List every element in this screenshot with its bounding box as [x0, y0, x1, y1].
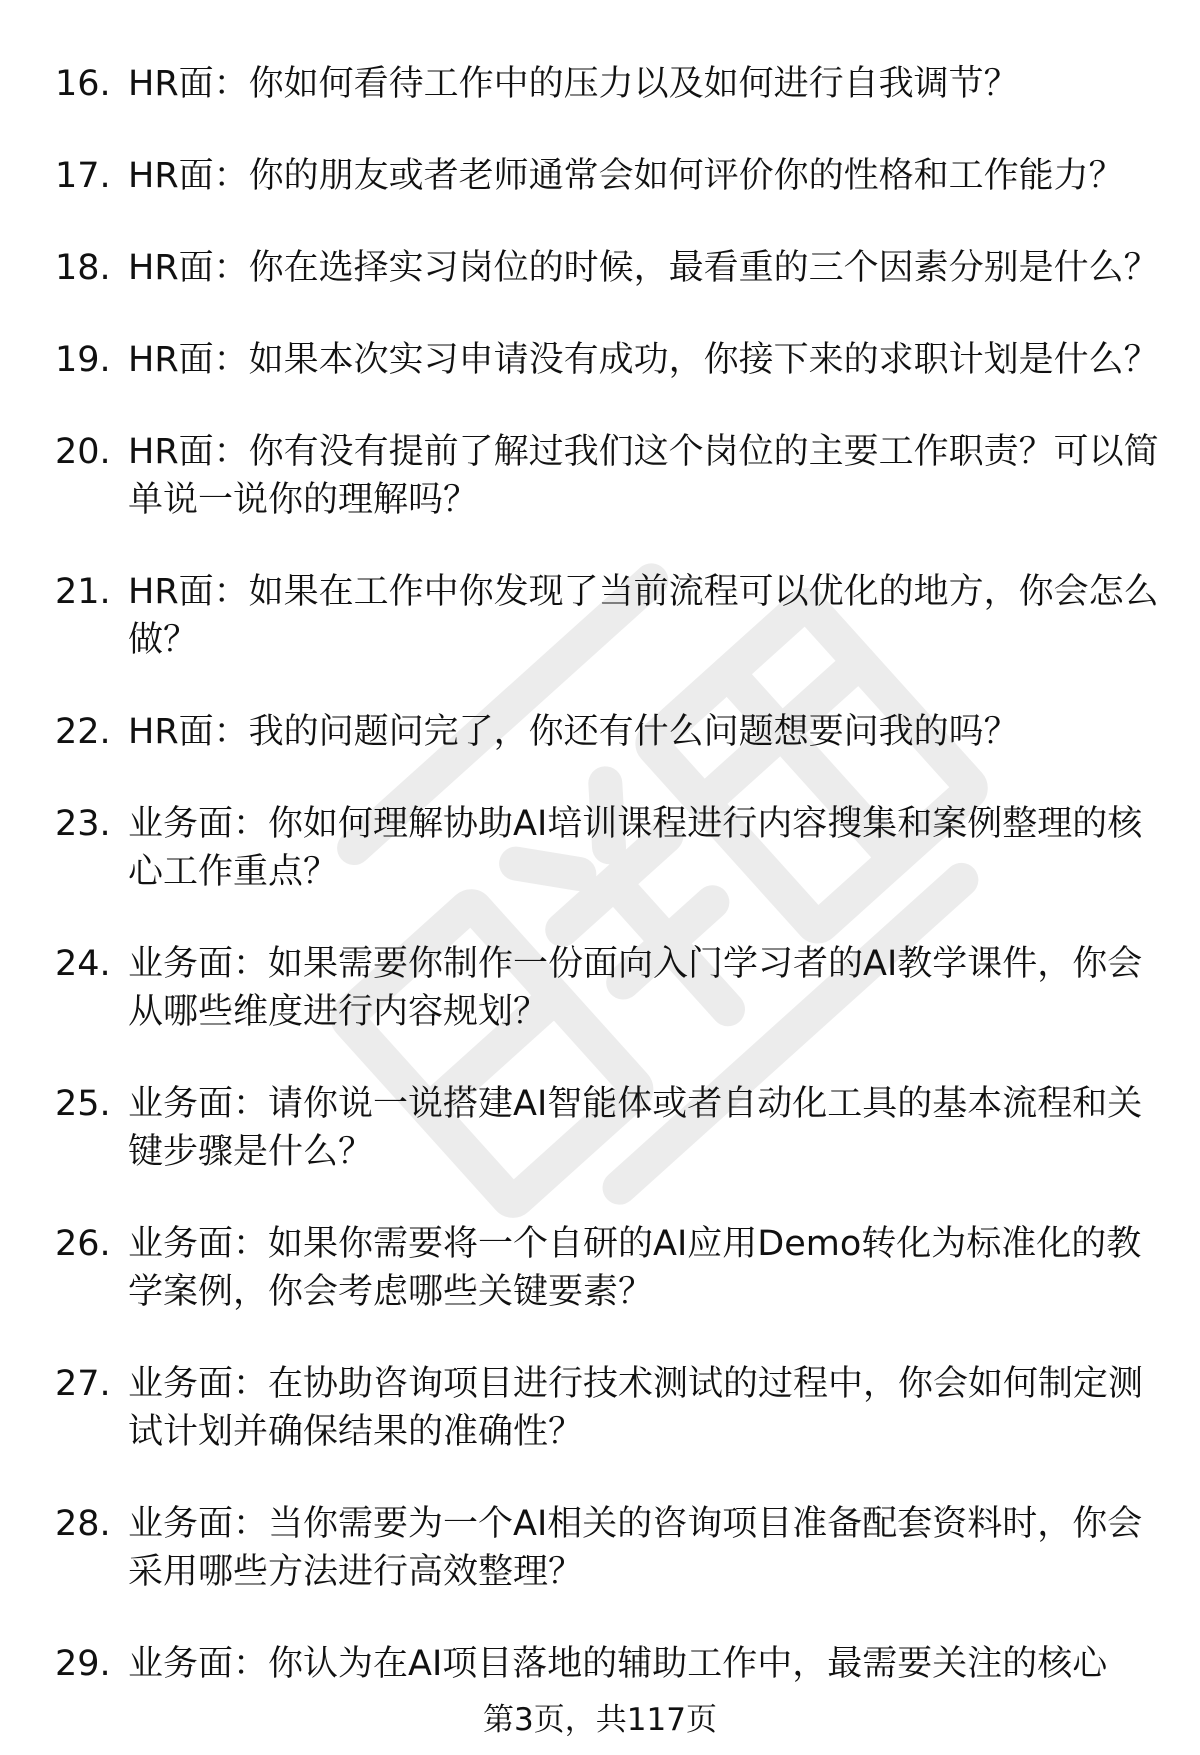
question-text: 业务面：当你需要为一个AI相关的咨询项目准备配套资料时，你会采用哪些方法进行高效整理？: [128, 1504, 1143, 1592]
list-item: [55, 1640, 1162, 1688]
list-item: [55, 800, 1162, 896]
question-number: 27.: [55, 1364, 111, 1404]
question-text: HR面：你的朋友或者老师通常会如何评价你的性格和工作能力？: [128, 156, 1124, 196]
question-number: 23.: [55, 804, 111, 844]
question-text: 业务面：请你说一说搭建AI智能体或者自动化工具的基本流程和关键步骤是什么？: [128, 1084, 1143, 1172]
question-number: 19.: [55, 340, 111, 380]
question-list: [55, 60, 1162, 1688]
question-number: 29.: [55, 1644, 111, 1684]
list-item: [55, 708, 1162, 756]
question-text: HR面：你有没有提前了解过我们这个岗位的主要工作职责？可以简单说一说你的理解吗？: [128, 432, 1159, 520]
question-number: 22.: [55, 712, 111, 752]
list-item: [55, 1500, 1162, 1596]
question-number: 24.: [55, 944, 111, 984]
question-text: 业务面：如果需要你制作一份面向入门学习者的AI教学课件，你会从哪些维度进行内容规划？: [128, 944, 1143, 1032]
question-text: HR面：你如何看待工作中的压力以及如何进行自我调节？: [128, 64, 1019, 104]
question-text: 业务面：你认为在AI项目落地的辅助工作中，最需要关注的核心: [128, 1644, 1108, 1684]
question-text: 业务面：如果你需要将一个自研的AI应用Demo转化为标准化的教学案例，你会考虑哪些关键要素？: [128, 1224, 1142, 1312]
page-number-label: 第3页，共117页: [483, 1702, 717, 1738]
question-number: 21.: [55, 572, 111, 612]
question-number: 26.: [55, 1224, 111, 1264]
question-text: 业务面：你如何理解协助AI培训课程进行内容搜集和案例整理的核心工作重点？: [128, 804, 1143, 892]
page-footer: [0, 1700, 1200, 1740]
question-number: 18.: [55, 248, 111, 288]
question-number: 25.: [55, 1084, 111, 1124]
question-number: 20.: [55, 432, 111, 472]
list-item: [55, 940, 1162, 1036]
question-number: 28.: [55, 1504, 111, 1544]
content-area: [55, 60, 1162, 1688]
question-number: 16.: [55, 64, 111, 104]
question-text: HR面：你在选择实习岗位的时候，最看重的三个因素分别是什么？: [128, 248, 1159, 288]
list-item: [55, 1360, 1162, 1456]
list-item: [55, 568, 1162, 664]
question-text: HR面：我的问题问完了，你还有什么问题想要问我的吗？: [128, 712, 1019, 752]
list-item: [55, 244, 1162, 292]
list-item: [55, 152, 1162, 200]
question-text: HR面：如果在工作中你发现了当前流程可以优化的地方，你会怎么做？: [128, 572, 1159, 660]
list-item: [55, 1220, 1162, 1316]
list-item: [55, 336, 1162, 384]
list-item: [55, 1080, 1162, 1176]
question-text: 业务面：在协助咨询项目进行技术测试的过程中，你会如何制定测试计划并确保结果的准确性？: [128, 1364, 1144, 1452]
list-item: [55, 428, 1162, 524]
question-text: HR面：如果本次实习申请没有成功，你接下来的求职计划是什么？: [128, 340, 1159, 380]
question-number: 17.: [55, 156, 111, 196]
list-item: [55, 60, 1162, 108]
